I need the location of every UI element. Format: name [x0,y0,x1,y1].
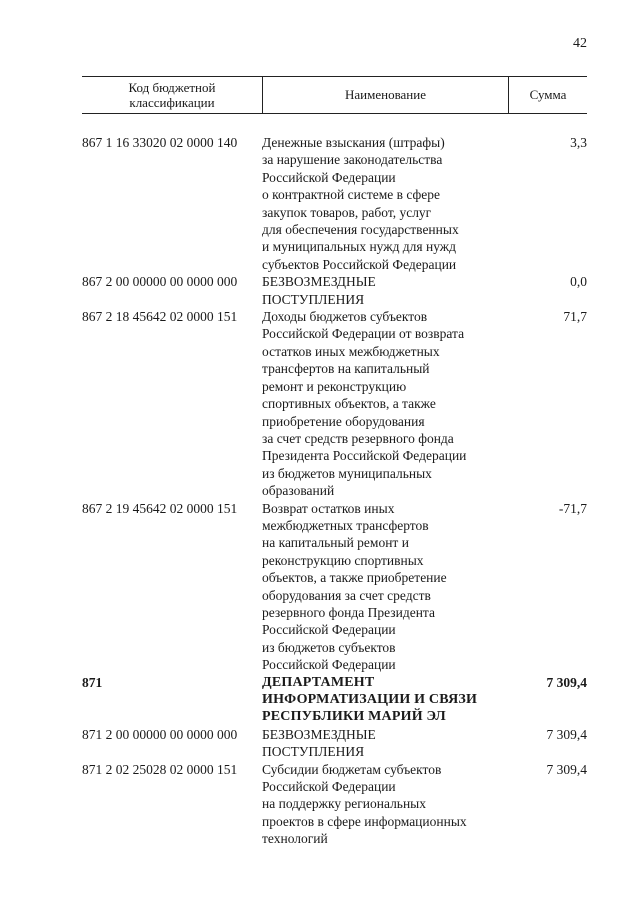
budget-classification-table [82,76,587,848]
page-number: 42 [573,36,587,51]
item-sum: 0,0 [570,274,587,290]
item-name: Доходы бюджетов субъектов Российской Федерации от возврата остатков иных межбюджетных трансфертов на капитальный ремонт и реконструкцию спортивных объектов, а также приобретение оборудования за счет средств резервного фонда Президента Российской Федерации из бюджетов муниципальных образований [262,309,467,499]
classification-code: 871 2 02 25028 02 0000 151 [82,761,238,777]
classification-code: 867 2 19 45642 02 0000 151 [82,500,238,516]
item-sum: 3,3 [570,135,587,150]
item-sum: -71,7 [558,500,587,516]
header-code-column: Код бюджетной классификации [82,77,263,113]
classification-code: 871 2 00 00000 00 0000 000 [82,726,238,742]
item-sum: 7 309,4 [546,726,587,742]
classification-code: 867 2 00 00000 00 0000 000 [82,274,238,290]
classification-code: 867 1 16 33020 02 0000 140 [82,135,238,150]
item-name: Денежные взыскания (штрафы) за нарушение законодательства Российской Федерации о контрактной системе в сфере закупок товаров, работ, услуг для обеспечения государственных и муниципальных нужд для нужд субъектов Российской Федерации [262,135,459,272]
table-row [82,726,587,761]
item-name: Возврат остатков иных межбюджетных трансфертов на капитальный ремонт и реконструкцию спортивных объектов, а также приобретение оборудования за счет средств резервного фонда Президента Российской Федерации из бюджетов субъектов Российской Федерации [262,500,447,673]
header-name-column: Наименование [263,77,509,113]
department-sum: 7 309,4 [546,674,587,690]
table-row [82,761,587,848]
item-sum: 71,7 [563,309,587,325]
table-row [82,134,587,273]
item-name: БЕЗВОЗМЕЗДНЫЕ ПОСТУПЛЕНИЯ [262,274,376,307]
item-name: Субсидии бюджетам субъектов Российской Федерации на поддержку региональных проектов в сфере информационных технологий [262,761,467,847]
table-header [82,76,587,114]
department-code: 871 [82,674,103,690]
classification-code: 867 2 18 45642 02 0000 151 [82,309,238,325]
item-sum: 7 309,4 [546,761,587,777]
item-name: БЕЗВОЗМЕЗДНЫЕ ПОСТУПЛЕНИЯ [262,726,376,760]
table-row [82,308,587,499]
table-row [82,500,587,674]
table-body [82,134,587,848]
table-row [82,273,587,308]
department-name: ДЕПАРТАМЕНТ ИНФОРМАТИЗАЦИИ И СВЯЗИ РЕСПУБЛИКИ МАРИЙ ЭЛ [262,674,478,725]
header-sum-column: Сумма [529,87,567,102]
department-row [82,674,587,726]
